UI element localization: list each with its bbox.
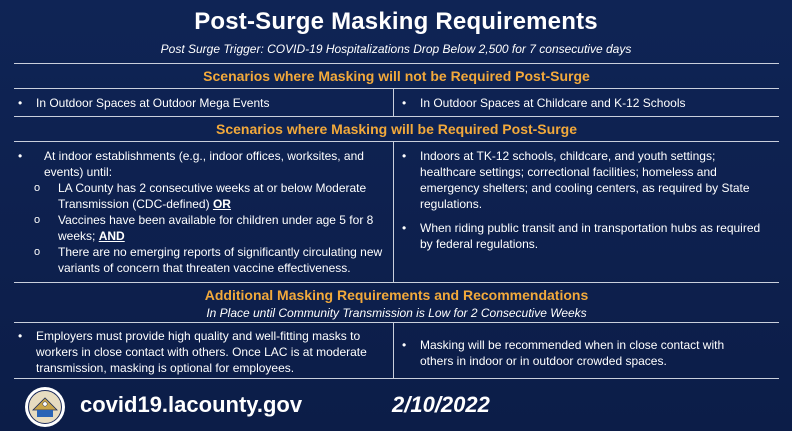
bullet: • bbox=[402, 338, 407, 352]
divider bbox=[14, 88, 779, 89]
required-right-cell bbox=[398, 148, 770, 252]
bullet: • bbox=[402, 96, 407, 110]
page-title: Post-Surge Masking Requirements bbox=[194, 8, 598, 35]
list-item bbox=[14, 148, 388, 180]
list-item-text: At indoor establishments (e.g., indoor offices, worksites, and events) until: bbox=[44, 149, 364, 179]
divider bbox=[14, 63, 779, 64]
sub-list-item bbox=[14, 244, 388, 276]
bullet: • bbox=[18, 329, 23, 343]
list-item bbox=[398, 220, 770, 252]
divider bbox=[14, 116, 779, 117]
section-header-additional: Additional Masking Requirements and Recommendations bbox=[204, 287, 589, 303]
sub-bullet: o bbox=[34, 246, 41, 258]
section-header-not-required: Scenarios where Masking will not be Required Post-Surge bbox=[203, 68, 590, 84]
bullet: • bbox=[402, 149, 407, 163]
not-required-left-cell bbox=[14, 95, 389, 111]
list-item-text: In Outdoor Spaces at Outdoor Mega Events bbox=[36, 96, 270, 110]
sub-list-item-text: Vaccines have been available for children under age 5 for 8 weeks; bbox=[58, 213, 374, 243]
additional-right-cell bbox=[398, 337, 728, 369]
sub-list-item bbox=[14, 180, 388, 212]
sub-list-item-text: There are no emerging reports of significantly circulating new variants of concern that threaten vaccine effectiveness. bbox=[58, 245, 383, 275]
list-item bbox=[398, 337, 728, 369]
page-subtitle: Post Surge Trigger: COVID-19 Hospitalizations Drop Below 2,500 for 7 consecutive days bbox=[160, 42, 632, 56]
required-left-cell bbox=[14, 148, 388, 276]
section-subheader: In Place until Community Transmission is Low for 2 Consecutive Weeks bbox=[206, 306, 587, 320]
additional-left-cell bbox=[14, 328, 386, 376]
list-item-text: Indoors at TK-12 schools, childcare, and youth settings; healthcare settings; correctional facilities; homeless and emergency shelters; and cooling centers, as required by State regulations. bbox=[420, 149, 750, 211]
list-item bbox=[14, 328, 386, 376]
list-item-text: Masking will be recommended when in close contact with others in indoor or in outdoor crowded spaces. bbox=[420, 338, 725, 368]
county-seal-icon bbox=[24, 386, 66, 428]
divider bbox=[14, 141, 779, 142]
sub-bullet: o bbox=[34, 214, 41, 226]
bullet: • bbox=[18, 96, 23, 110]
list-item-text: Employers must provide high quality and well-fitting masks to workers in close contact with others. Once LAC is at moderate transmission, masking is optional for employees. bbox=[36, 329, 367, 375]
not-required-right-cell bbox=[398, 95, 776, 111]
sub-list-item bbox=[14, 212, 388, 244]
footer-website: covid19.lacounty.gov bbox=[80, 392, 303, 417]
bullet: • bbox=[18, 149, 23, 163]
list-item-text: When riding public transit and in transportation hubs as required by federal regulations. bbox=[420, 221, 761, 251]
list-item bbox=[14, 95, 389, 111]
divider bbox=[14, 378, 779, 379]
sub-bullet: o bbox=[34, 182, 41, 194]
list-item bbox=[398, 95, 776, 111]
footer-date: 2/10/2022 bbox=[392, 392, 490, 417]
sub-list-item-text: LA County has 2 consecutive weeks at or below Moderate Transmission (CDC-defined) bbox=[58, 181, 367, 211]
conjunction-or: OR bbox=[212, 197, 231, 211]
bullet: • bbox=[402, 221, 407, 235]
column-divider bbox=[393, 322, 394, 378]
divider bbox=[14, 282, 779, 283]
section-header-required: Scenarios where Masking will be Required Post-Surge bbox=[216, 121, 577, 137]
divider bbox=[14, 322, 779, 323]
list-item-text: In Outdoor Spaces at Childcare and K-12 Schools bbox=[420, 96, 686, 110]
column-divider bbox=[393, 88, 394, 116]
list-item bbox=[398, 148, 770, 212]
conjunction-and: AND bbox=[98, 229, 125, 243]
column-divider bbox=[393, 141, 394, 282]
